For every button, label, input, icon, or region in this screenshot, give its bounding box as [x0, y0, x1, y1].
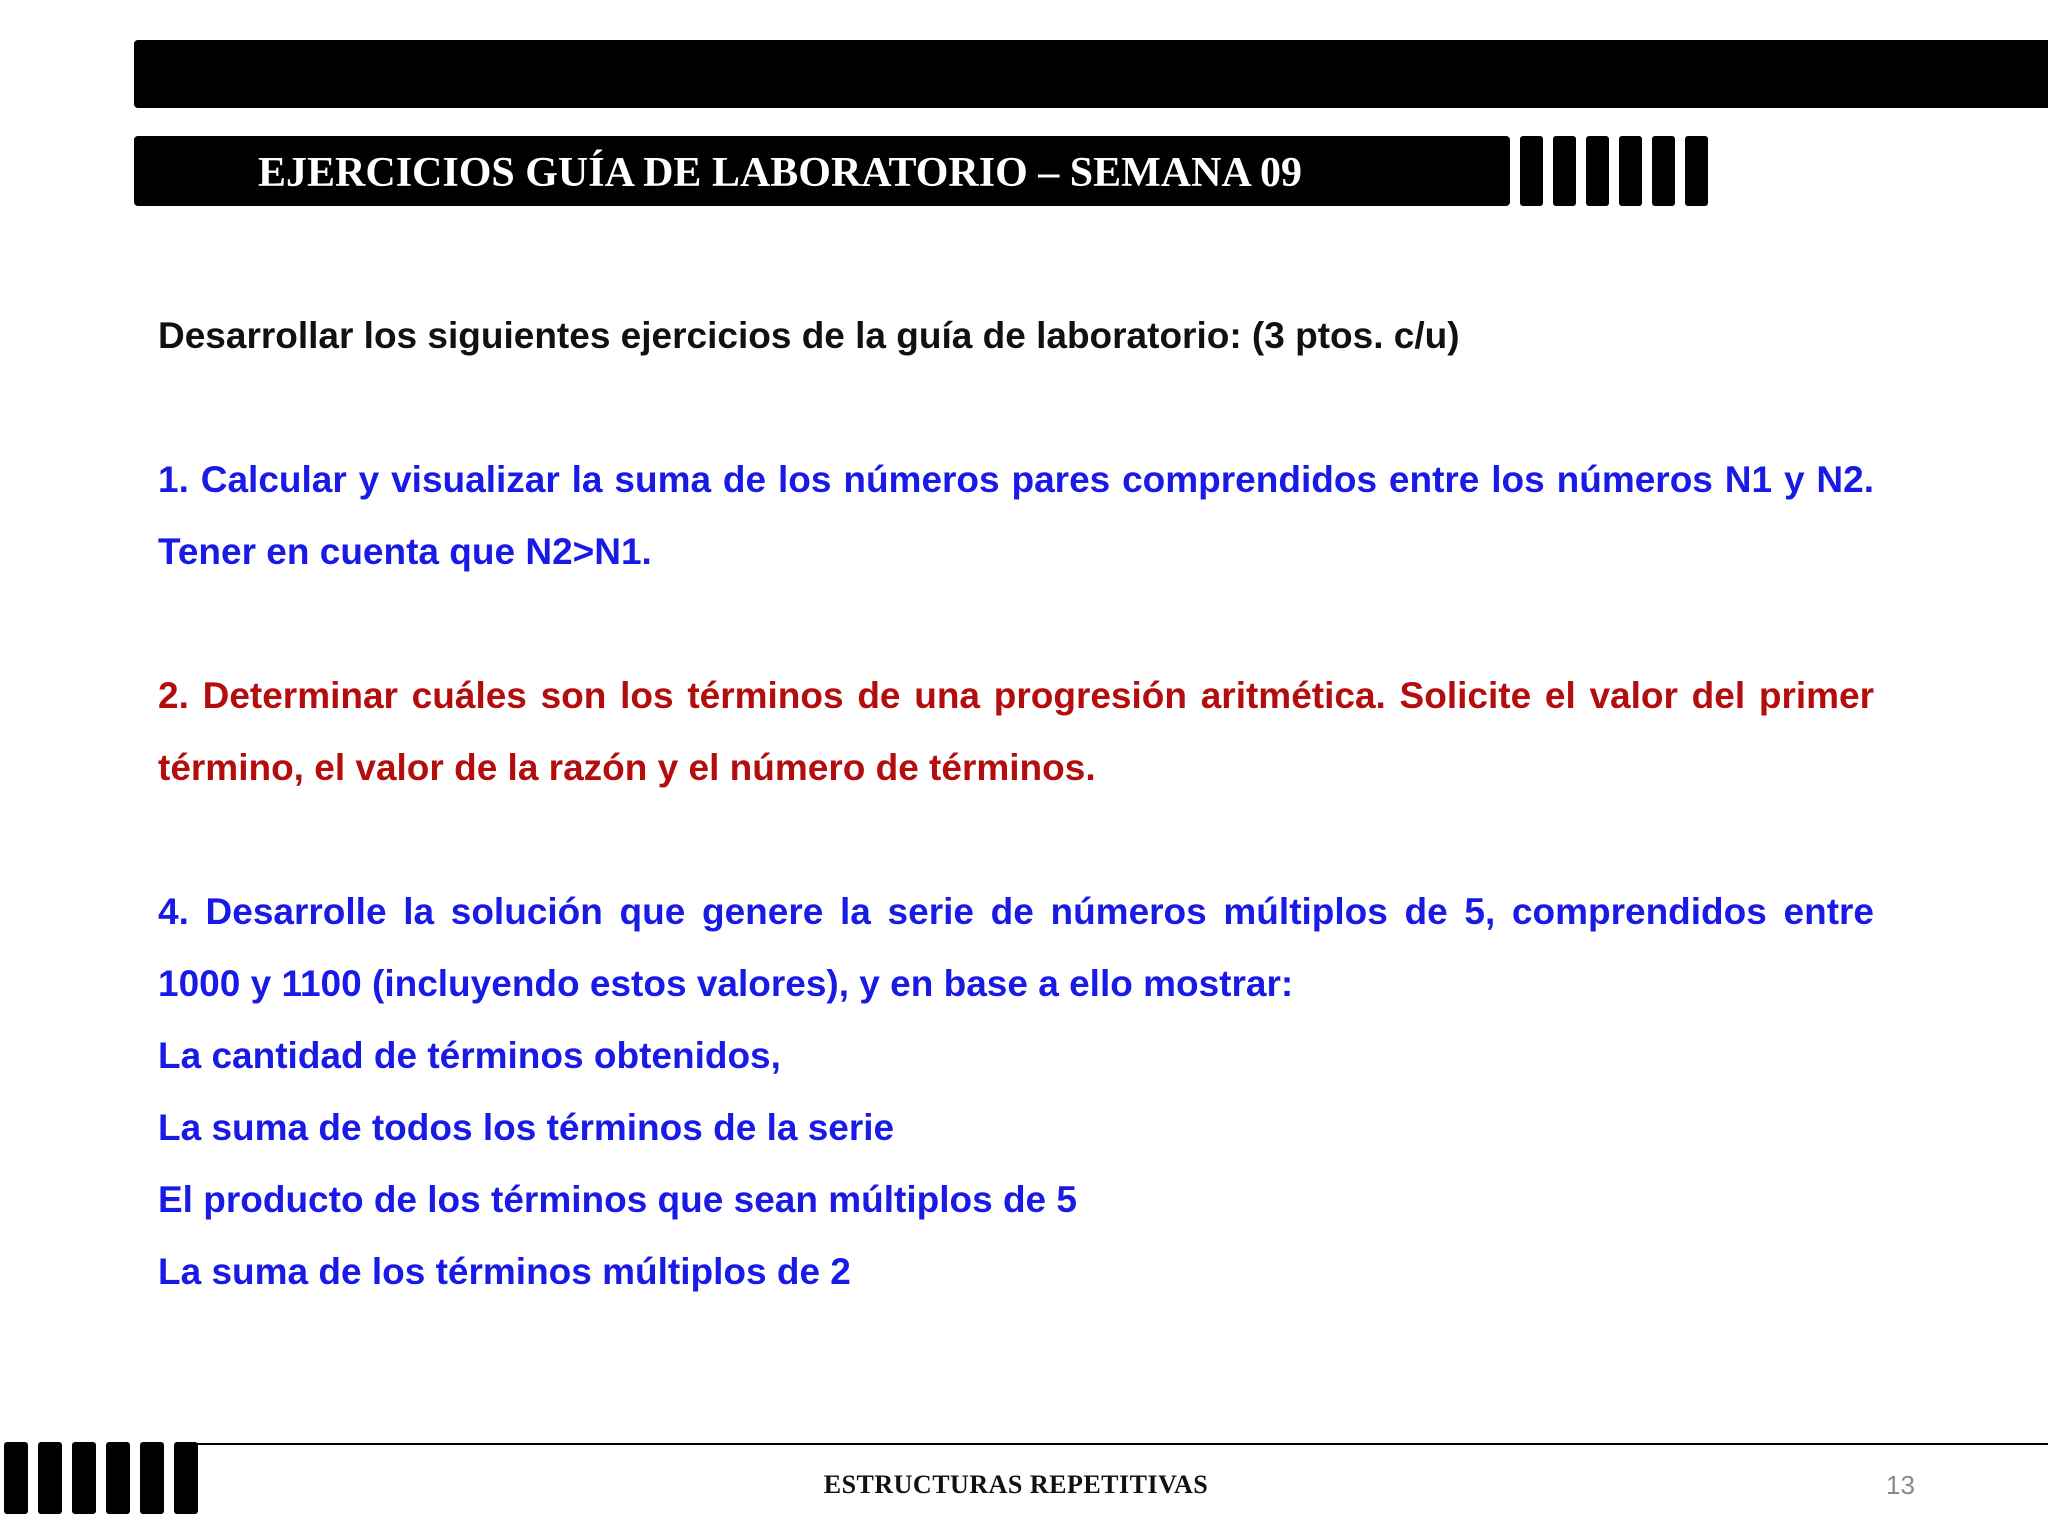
header-top-bar — [134, 40, 2048, 108]
exercise-4-item: El producto de los términos que sean múltiplos de 5 — [158, 1179, 1077, 1220]
title-banner — [134, 136, 1510, 206]
stripe-block — [1553, 136, 1576, 206]
exercise-4-item: La suma de los términos múltiplos de 2 — [158, 1251, 851, 1292]
exercise-4-item: La suma de todos los términos de la serie — [158, 1107, 895, 1148]
page-number: 13 — [1886, 1470, 1915, 1500]
decorative-stripes-top — [1520, 136, 1708, 206]
stripe-block — [1652, 136, 1675, 206]
footer-title: ESTRUCTURAS REPETITIVAS — [823, 1470, 1209, 1499]
page-title: EJERCICIOS GUÍA DE LABORATORIO – SEMANA 09 — [258, 150, 1302, 196]
stripe-block — [1586, 136, 1609, 206]
exercise-2: 2. Determinar cuáles son los términos de una progresión aritmética. Solicite el valor del primer término, el valor de la razón y el número de términos. — [158, 675, 1874, 788]
exercise-4: 4. Desarrolle la solución que genere la serie de números múltiplos de 5, comprendidos entre 1000 y 1100 (incluyendo estos valores), y en base a ello mostrar: — [158, 891, 1874, 1004]
exercise-1: 1. Calcular y visualizar la suma de los números pares comprendidos entre los números N1 y N2. Tener en cuenta que N2>N1. — [158, 459, 1874, 572]
stripe-block — [1619, 136, 1642, 206]
intro-text: Desarrollar los siguientes ejercicios de la guía de laboratorio: (3 ptos. c/u) — [158, 315, 1460, 356]
exercise-4-items — [158, 1020, 1874, 1308]
slide-content — [158, 300, 1874, 1308]
stripe-block — [1685, 136, 1708, 206]
footer-divider — [186, 1443, 2048, 1445]
exercise-4-item: La cantidad de términos obtenidos, — [158, 1035, 781, 1076]
stripe-block — [1520, 136, 1543, 206]
